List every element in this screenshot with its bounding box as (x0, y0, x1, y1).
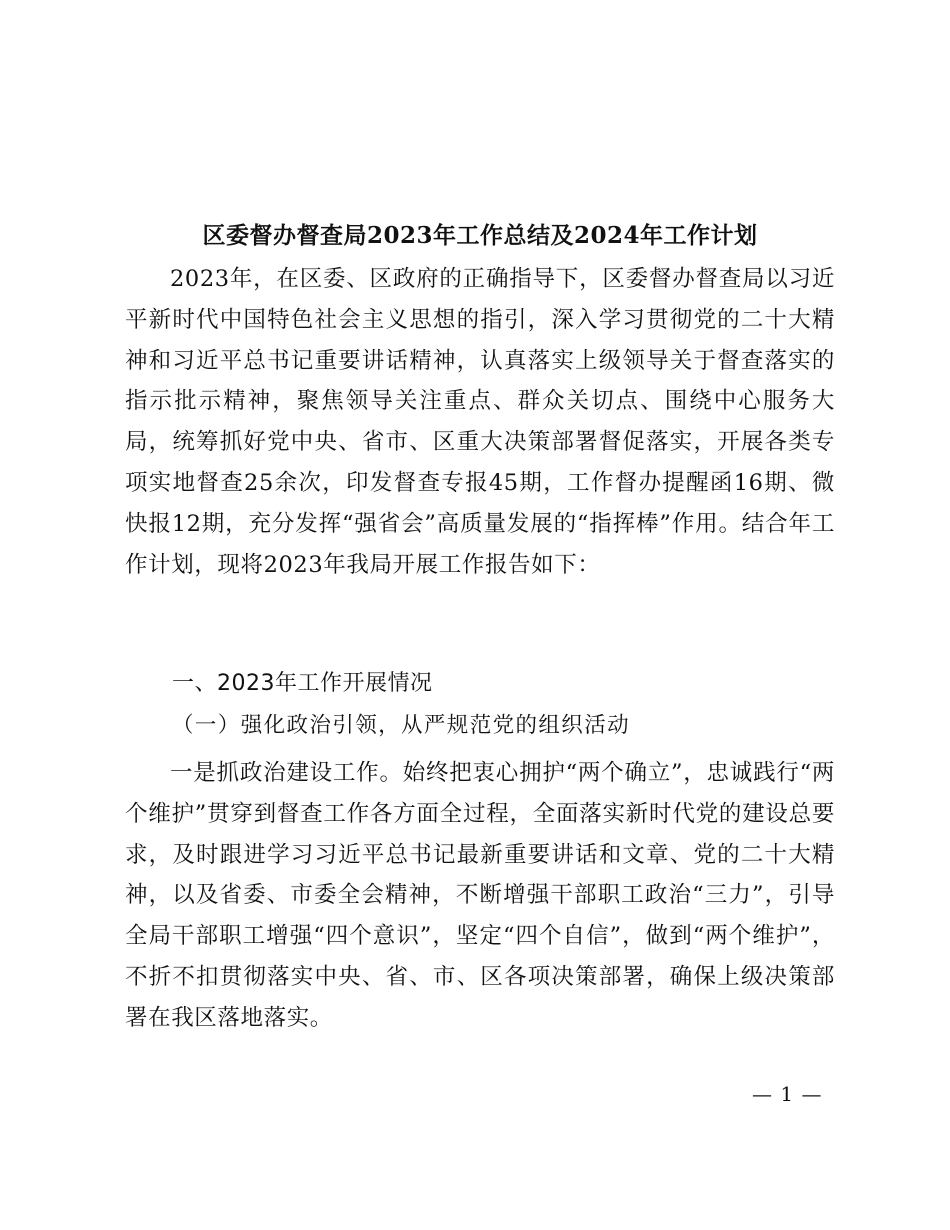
section-heading: 一、2023年工作开展情况 (172, 671, 433, 696)
subsection-heading: （一）强化政治引领，从严规范党的组织活动 (172, 713, 631, 738)
body-paragraph: 一是抓政治建设工作。始终把衷心拥护“两个确立”，忠诚践行“两个维护”贯穿到督查工作各方面全过程，全面落实新时代党的建设总要求，及时跟进学习习近平总书记最新重要讲话和文章、党的二十大精神，以及省委、市委全会精神，不断增强干部职工政治“三力”，引导全局干部职工增强“四个意识”，坚定“四个自信”，做到“两个维护”，不折不扣贯彻落实中央、省、市、区各项决策部署，确保上级决策部署在我区落地落实。 (125, 760, 835, 1031)
page-number: — 1 — (752, 1082, 823, 1106)
document-title: 区委督办督查局2023年工作总结及2024年工作计划 (202, 222, 758, 249)
intro-paragraph: 2023年，在区委、区政府的正确指导下，区委督办督查局以习近平新时代中国特色社会主义思想的指引，深入学习贯彻党的二十大精神和习近平总书记重要讲话精神，认真落实上级领导关于督查落实的指示批示精神，聚焦领导关注重点、群众关切点、围绕中心服务大局，统筹抓好党中央、省市、区重大决策部署督促落实，开展各类专项实地督查25余次，印发督查专报45期，工作督办提醒函16期、微快报12期，充分发挥“强省会”高质量发展的“指挥棒”作用。结合年工作计划，现将2023年我局开展工作报告如下： (125, 266, 835, 578)
